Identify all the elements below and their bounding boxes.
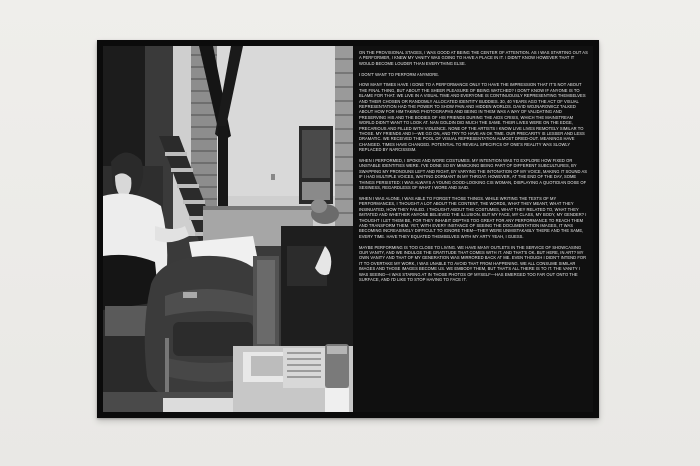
text-paragraph-4: WHEN I PERFORMED, I SPOKE AND WORE COSTUMES. MY INTENTION WAS TO EXPLORE HOW FIXED OR UNSTABLE IDENTITIES WERE. I'VE DONE SO BY MIMICKING BEING PART OF DIFFERENT SUBCULTURES, BY SWAPPING MY PRONOUNS LEFT AND RIGHT, BY VARYING THE INTONATION OF MY VOICE, MAKING IT SOUND AS IF I HAD MULTIPLE VOICES, WAITING DORMANT IN MY THROAT. HOWEVER, AT THE END OF THE DAY, SOME THINGS PERSISTED: I WAS ALWAYS A YOUNG GOOD-LOOKING CIS WOMAN, DISPLAYING A QUOTIDIAN DOSE OF SEXINESS, REGARDLESS OF WHAT I WORE AND SAID. [359, 158, 588, 191]
text-paragraph-3: HOW MANY TIMES HAVE I GONE TO A PERFORMANCE ONLY TO HAVE THE IMPRESSION THAT IT'S NOT ABOUT THE FINAL THING, BUT ABOUT THE SHEER PLEASURE OF BEING WATCHED? I DON'T KNOW IF ANYONE IS TO BLAME FOR THAT. WE LIVE IN A VISUAL TIME AND EVERYONE IS CONTINUOUSLY REPRESENTING THEMSELVES AND THEIR CHOSEN OR RANDOMLY ALLOCATED IDENTITY BUDDIES. 30, 40 YEARS AGO THE ACT OF VISUAL REPRESENTATION HAD THE POWER TO SHOW PAIN AND HIDDEN WORLDS. DAVID WOJNAROWICZ TALKED ABOUT HOW FOR HIM TAKING PHOTOGRAPHS AND BEING IN THEM WAS A WAY OF VALIDATING AND PRESERVING HIS AND THE BODIES OF HIS FRIENDS DURING THE AIDS CRISIS, WHICH THE MAINSTREAM WORLD DIDN'T WANT TO LOOK AT. NAN GOLDIN DID MUCH THE SAME. THEIR LIVES WERE ON THE EDGE, PRECARIOUS AND FILLED WITH VIOLENCE. NONE OF THE ARTISTS I KNOW LIVE LIVES REMOTELY SIMILAR TO THOSE. MY FRIENDS AND I—WE GO ON, AND TRY TO HAVE AN OK TIME. OUR PRECARITY IS LESSER AND LESS DRAMATIC. WE RECEIVED THE POOL OF VISUAL REPRESENTATION ALMOST DRIED-OUT. MEANINGS HAVE CHANGED. TIMES HAVE CHANGED. POTENTIAL TO REVEAL SPECIFICS OF ONE'S REALITY WAS SLOWLY REPLACED BY NARCISSISM. [359, 82, 586, 153]
framed-artwork [97, 40, 599, 418]
text-paragraph-2: I DON'T WANT TO PERFORM ANYMORE. [359, 71, 440, 77]
artwork-print [103, 46, 593, 412]
text-paragraph-6: MAYBE PERFORMING IS TOO CLOSE TO LIVING. WE HAVE MANY OUTLETS IN THE SERVICE OF SHOWCASING OUR VANITY, AND WE INDULGE THE GRATITUDE THAT COMES WITH IT. AND THAT'S OK. BUT HERE, IN ART? MY OWN VANITY AND THAT OF MY GENERATION WAS MIRRORED BACK AT ME. EVEN THOUGH I DIDN'T INTEND FOR IT TO OVERTAKE MY WORK, I WAS UNABLE TO AVOID THAT FROM HAPPENING. WE ALL CONSUME SIMILAR IMAGES AND THOSE IMAGES BECOME US. WE EMBODY THEM, BUT THAT'S ALL THERE IS TO IT. THE VANITY I WAS SEEING—I WAS STARING AT IN THOSE PHOTOS OF MYSELF—HAS EMERGED TOO FAR OUT ONTO THE SURFACE, AND I'D LIKE TO STOP HAVING TO FACE IT. [359, 244, 587, 282]
text-paragraph-5: WHEN I WAS ALONE, I WAS ABLE TO FORGET THOSE THINGS. WHILE WRITING THE TEXTS OF MY PERFORMANCES, I THOUGHT A LOT ABOUT THE CONTENT, THE WORDS, WHAT THEY MEANT, WHAT THEY INSINUATED, HOW THEY FAILED. I THOUGHT ABOUT THE COSTUMES, WHAT THEY RELATED TO, WHAT THEY IMITATED AND WHETHER ANYONE BELIEVED THE ILLUSION. BUT MY FACE, MY CLASS, MY BODY, MY GENDER? I THOUGHT I LET THEM BE, FOR THEY INHABIT DEPTHS TOO GREAT FOR ANY PERFORMANCE TO REACH THEM AND TRANSFORM THEM. YET, WITH EVERY INSTANCE OF SEEING THE DOCUMENTATION IMAGES, IT WAS BECOMING INCREASINGLY DIFFICULT TO IGNORE THEM—THEY WERE UNMISTAKABLY THERE AND THE SAME, EVERY TIME. HAVE THEY EQUATED THEMSELVES WITH MY ARTY YEAH, I GUESS. [359, 195, 587, 239]
text-paragraph-1: ON THE PROVISIONAL STAGES, I WAS GOOD AT BEING THE CENTER OF ATTENTION. AS I WAS STARTING OUT AS A PERFORMER, I KNEW MY VANITY WAS GOING TO HAVE A PLACE IN IT. I DIDN'T KNOW HOWEVER THAT IT WOULD BECOME LOUDER THAN EVERYTHING ELSE. [359, 50, 588, 66]
black-and-white-photo [103, 46, 353, 412]
artwork-text-panel [359, 50, 589, 408]
